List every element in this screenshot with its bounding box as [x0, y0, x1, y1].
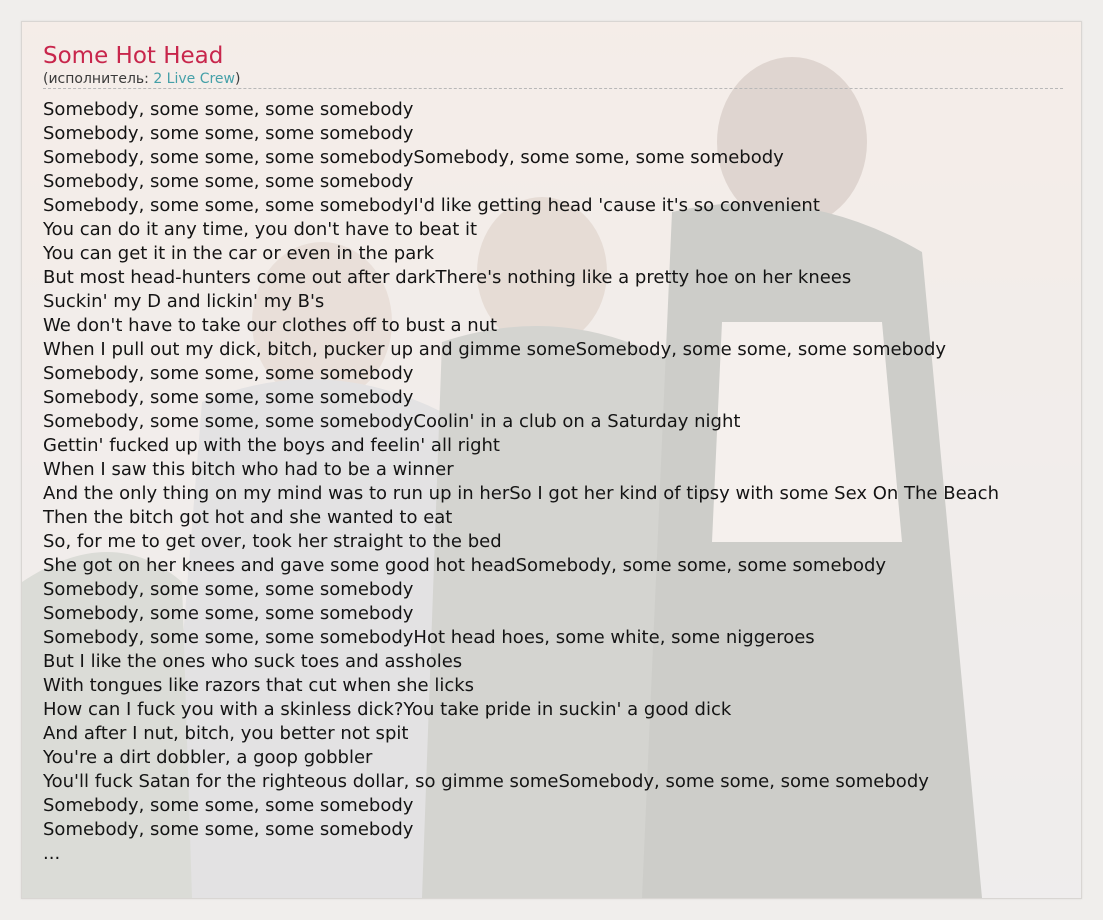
lyric-line: When I saw this bitch who had to be a winner — [43, 459, 454, 480]
lyric-line: So, for me to get over, took her straight to the bed — [43, 531, 502, 552]
song-content — [43, 41, 1063, 866]
artist-link[interactable]: 2 Live Crew — [153, 71, 235, 87]
lyric-line: Then the bitch got hot and she wanted to eat — [43, 507, 453, 528]
lyric-line: When I pull out my dick, bitch, pucker up and gimme someSomebody, some some, some somebody — [43, 339, 947, 360]
lyric-line: Somebody, some some, some somebody — [43, 603, 414, 624]
lyric-line: With tongues like razors that cut when she licks — [43, 675, 475, 696]
lyric-line: You'll fuck Satan for the righteous dollar, so gimme someSomebody, some some, some somebody — [43, 771, 929, 792]
lyric-line: Somebody, some some, some somebody — [43, 363, 414, 384]
lyric-line: She got on her knees and gave some good hot headSomebody, some some, some somebody — [43, 555, 887, 576]
lyric-line: Somebody, some some, some somebody — [43, 579, 414, 600]
lyric-line: But most head-hunters come out after darkThere's nothing like a pretty hoe on her knees — [43, 267, 852, 288]
lyric-line: Somebody, some some, some somebody — [43, 819, 414, 840]
lyric-line: You can do it any time, you don't have to beat it — [43, 219, 478, 240]
lyric-line: You can get it in the car or even in the park — [43, 243, 435, 264]
artist-line — [43, 71, 1063, 89]
song-title: Some Hot Head — [43, 43, 224, 69]
lyric-line: We don't have to take our clothes off to bust a nut — [43, 315, 498, 336]
lyric-line: Suckin' my D and lickin' my B's — [43, 291, 325, 312]
lyric-line: Somebody, some some, some somebody — [43, 171, 414, 192]
lyric-line: And the only thing on my mind was to run up in herSo I got her kind of tipsy with some Sex On The Beach — [43, 483, 999, 504]
lyric-line: Somebody, some some, some somebody — [43, 387, 414, 408]
lyric-line: But I like the ones who suck toes and assholes — [43, 651, 463, 672]
lyric-line: Somebody, some some, some somebodyI'd like getting head 'cause it's so convenient — [43, 195, 820, 216]
lyric-line: How can I fuck you with a skinless dick?You take pride in suckin' a good dick — [43, 699, 732, 720]
lyric-line: Somebody, some some, some somebodyCoolin' in a club on a Saturday night — [43, 411, 741, 432]
lyric-line: Somebody, some some, some somebody — [43, 795, 414, 816]
lyric-line: And after I nut, bitch, you better not spit — [43, 723, 409, 744]
artist-prefix: (исполнитель: — [43, 71, 154, 87]
lyric-line: Somebody, some some, some somebody — [43, 123, 414, 144]
lyric-line: Somebody, some some, some somebody — [43, 99, 414, 120]
artist-suffix: ) — [235, 71, 241, 87]
lyric-line: You're a dirt dobbler, a goop gobbler — [43, 747, 373, 768]
lyric-line: Somebody, some some, some somebodyHot head hoes, some white, some niggeroes — [43, 627, 815, 648]
lyric-line: ... — [43, 843, 61, 864]
lyric-line: Somebody, some some, some somebodySomebody, some some, some somebody — [43, 147, 784, 168]
lyrics-text — [43, 98, 1063, 866]
lyric-line: Gettin' fucked up with the boys and feelin' all right — [43, 435, 500, 456]
lyrics-card — [21, 21, 1082, 899]
